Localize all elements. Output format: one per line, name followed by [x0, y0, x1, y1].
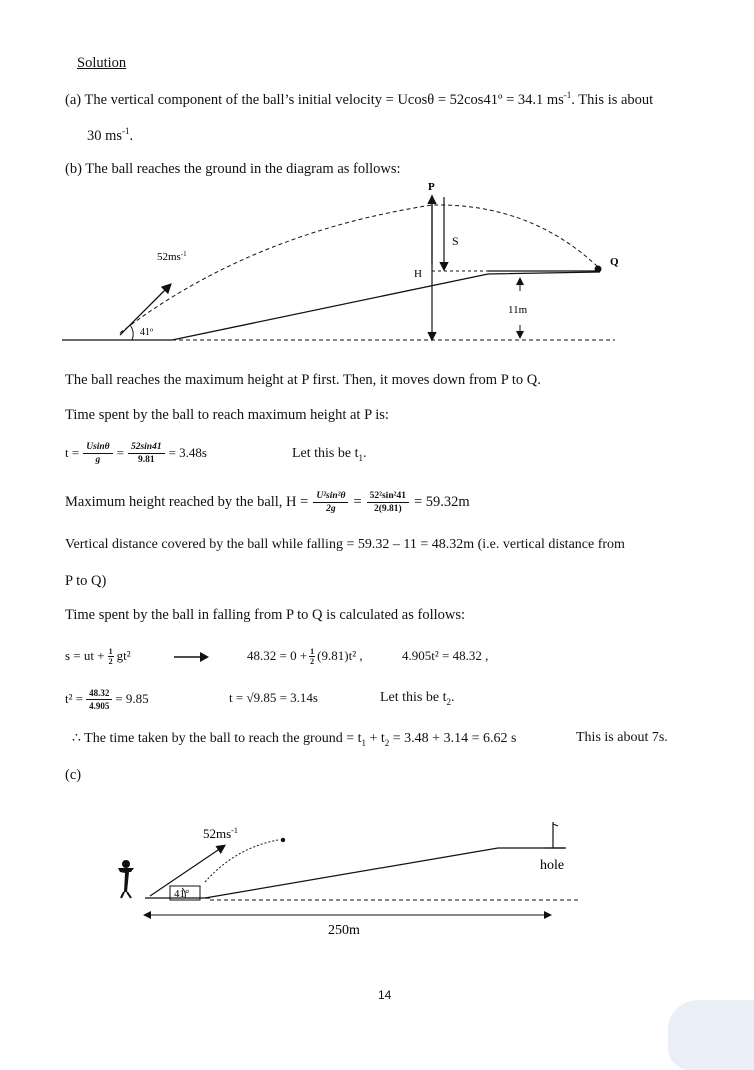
eq-t1-frac1 [83, 441, 112, 466]
eq-t1-den2: 9.81 [137, 454, 155, 465]
eq-t2-note-sub: 2 [446, 696, 451, 707]
eq-s-mid-half-den: 2 [310, 656, 315, 666]
eq-h-num2: 52²sin²41 [367, 490, 409, 503]
trajectory-dots [205, 840, 278, 882]
eq-t2-note [380, 690, 455, 707]
label-angle: 41º [140, 327, 154, 338]
golf-velocity-sup: -1 [231, 826, 238, 835]
eq-t2-note-text: Let this be t [380, 690, 447, 705]
eq-t2-mid: t = √9.85 = 3.14s [229, 690, 318, 705]
eq-s-right: 4.905t² = 48.32 , [402, 648, 489, 663]
eq-t1-note-tail: . [363, 446, 367, 461]
label-q: Q [610, 256, 619, 268]
slope-line [172, 272, 600, 340]
eq-t1-den1: g [95, 454, 101, 465]
text-time-to-p: Time spent by the ball to reach maximum height at P is: [65, 407, 389, 423]
eq-t1-eq: = [116, 445, 124, 460]
golf-diagram [0, 810, 754, 950]
page-corner-shadow [668, 1000, 754, 1070]
equation-s-mid [247, 640, 363, 672]
eq-t1-num2: 52sin41 [128, 441, 165, 454]
golf-velocity [203, 826, 238, 841]
equation-h [65, 486, 470, 518]
part-a-line2-sup: -1 [122, 126, 130, 136]
label-height: 11m [508, 304, 528, 316]
ball-q [595, 266, 602, 273]
eq-t2-lhs: t² = [65, 691, 84, 706]
label-velocity-sup: -1 [180, 250, 187, 258]
eq-s-mid-a: 48.32 = 0 + [247, 648, 308, 663]
distance-label: 250m [328, 923, 360, 938]
text-time-fall: Time spent by the ball in falling from P to Q is calculated as follows: [65, 607, 466, 623]
implies-arrow [172, 650, 212, 664]
part-a-line2-tail: . [129, 127, 134, 144]
part-a-tail: . This is about [571, 91, 654, 108]
eq-h-num1: U²sin²θ [313, 490, 348, 503]
eq-h-den2: 2(9.81) [373, 503, 402, 514]
golf-angle: 41° [174, 888, 190, 900]
ball-2 [281, 838, 285, 842]
eq-t2-note-tail: . [451, 690, 455, 705]
therefore-symbol: ∴ [72, 731, 81, 746]
part-c-label: (c) [65, 767, 82, 783]
eq-t2-num: 48.32 [86, 687, 112, 700]
eq-s-half-den: 2 [108, 656, 113, 666]
equation-t2 [65, 683, 149, 715]
eq-t1-result: = 3.48s [168, 445, 207, 460]
conclusion-sub2: 2 [384, 737, 390, 748]
conclusion-text: The time taken by the ball to reach the ground = t [84, 731, 362, 746]
eq-t2-res: = 9.85 [115, 691, 149, 706]
eq-h-frac2 [367, 490, 409, 515]
part-a-line2-text: 30 ms [87, 127, 123, 144]
page-number: 14 [378, 988, 392, 1002]
flag-icon [545, 822, 565, 848]
eq-t2-frac [86, 687, 112, 712]
eq-h-den1: 2g [326, 503, 336, 514]
text-max-height: The ball reaches the maximum height at P first. Then, it moves down from P to Q. [65, 372, 541, 388]
eq-h-result: = 59.32m [413, 493, 470, 510]
label-h: H [414, 268, 422, 280]
eq-h-lhs: Maximum height reached by the ball, H = [65, 493, 309, 510]
eq-s-mid-half [309, 647, 315, 666]
eq-t1-note [292, 446, 367, 463]
label-s: S [452, 234, 459, 248]
slope-line-2 [205, 848, 566, 898]
text-vertical2: P to Q) [65, 573, 107, 589]
eq-t1-note-text: Let this be t [292, 446, 359, 461]
eq-s-half-num: 1 [108, 646, 113, 656]
eq-t1-lhs: t = [65, 445, 80, 460]
golf-velocity-main: 52ms [203, 826, 232, 841]
label-p: P [428, 181, 435, 193]
conclusion-sub1: 1 [361, 737, 366, 748]
eq-t1-num1: Usinθ [83, 441, 112, 454]
label-velocity [157, 250, 187, 263]
equation-t1 [65, 438, 207, 468]
eq-s-mid-half-num: 1 [310, 646, 315, 656]
label-velocity-main: 52ms [157, 251, 181, 263]
conclusion-line [72, 730, 516, 748]
part-b-intro: (b) The ball reaches the ground in the diagram as follows: [65, 161, 401, 177]
conclusion-about: This is about 7s. [576, 730, 668, 745]
angle-arc [130, 325, 133, 340]
eq-s-mid-b: (9.81)t² , [317, 648, 363, 663]
part-a-line2 [87, 126, 133, 145]
part-a-text: (a) The vertical component of the ball’s initial velocity = Ucosθ = 52cos41º = 34.1 ms [65, 91, 564, 108]
eq-s-term: gt² [116, 648, 131, 663]
eq-t2-den: 4.905 [89, 700, 110, 711]
conclusion-tail: = 3.48 + 3.14 = 6.62 s [389, 731, 517, 746]
hole-label: hole [540, 858, 565, 873]
eq-t1-note-sub: 1 [358, 452, 363, 463]
golfer-icon [118, 860, 134, 898]
conclusion-plus: + t [365, 731, 385, 746]
text-vertical: Vertical distance covered by the ball while falling = 59.32 – 11 = 48.32m (i.e. vertical distance from [65, 537, 625, 552]
eq-s-half [108, 647, 114, 666]
part-a-sup: -1 [563, 90, 572, 100]
eq-h-frac1 [313, 490, 348, 515]
eq-t1-frac2 [128, 441, 165, 466]
eq-h-eq: = [353, 493, 362, 510]
solution-heading: Solution [77, 55, 127, 71]
part-a-line [65, 90, 653, 109]
eq-s-lhs: s = ut + [65, 648, 105, 663]
trajectory-diagram [0, 175, 754, 355]
equation-s [65, 640, 131, 672]
